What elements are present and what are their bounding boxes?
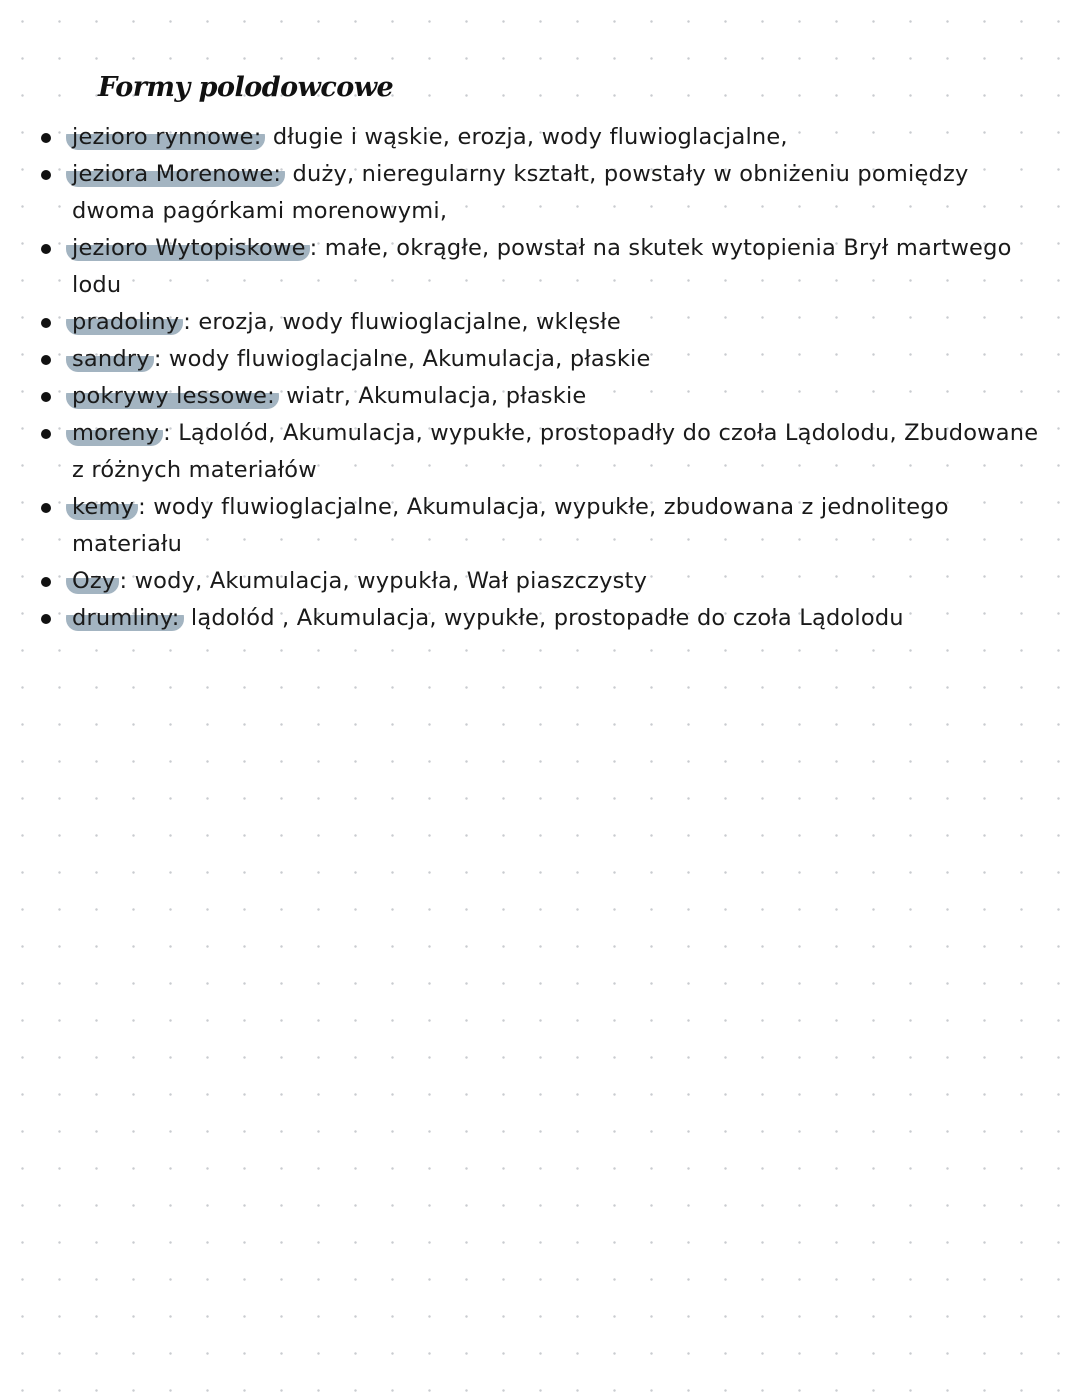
highlighted-term: Ozy [66, 568, 119, 594]
list-item [38, 119, 1048, 156]
landform-list [38, 119, 1048, 637]
list-item [38, 563, 1048, 600]
highlighted-term: kemy [66, 494, 138, 520]
bullet-icon [41, 133, 51, 143]
list-item [38, 304, 1048, 341]
highlighted-term: moreny [66, 420, 163, 446]
item-description: lądolód , Akumulacja, wypukłe, prostopadłe do czoła Lądolodu [183, 605, 904, 631]
bullet-icon [41, 614, 51, 624]
bullet-icon [41, 170, 51, 180]
item-description: duży, nieregularny kształt, powstały w obniżeniu pomiędzy dwoma pagórkami morenowymi, [72, 161, 969, 224]
item-description: wiatr, Akumulacja, płaskie [278, 383, 587, 409]
item-description: : erozja, wody fluwioglacjalne, wklęsłe [183, 309, 621, 335]
bullet-icon [41, 392, 51, 402]
item-description: : wody fluwioglacjalne, Akumulacja, płaskie [153, 346, 651, 372]
list-item [38, 415, 1048, 489]
highlighted-term: jezioro Wytopiskowe [66, 235, 310, 261]
item-description: : wody fluwioglacjalne, Akumulacja, wypukłe, zbudowana z jednolitego materiału [72, 494, 949, 557]
bullet-icon [41, 503, 51, 513]
highlighted-term: sandry [66, 346, 154, 372]
bullet-icon [41, 429, 51, 439]
list-item [38, 230, 1048, 304]
list-item [38, 378, 1048, 415]
bullet-icon [41, 318, 51, 328]
list-item [38, 600, 1048, 637]
list-item [38, 156, 1048, 230]
bullet-icon [41, 355, 51, 365]
item-description: długie i wąskie, erozja, wody fluwioglacjalne, [265, 124, 788, 150]
page-title: Formy polodowcowe [98, 72, 394, 103]
highlighted-term: drumliny: [66, 605, 184, 631]
bullet-icon [41, 577, 51, 587]
item-description: : Lądolód, Akumulacja, wypukłe, prostopadły do czoła Lądolodu, Zbudowane z różnych materiałów [72, 420, 1039, 483]
list-item [38, 489, 1048, 563]
list-item [38, 341, 1048, 378]
highlighted-term: pokrywy lessowe: [66, 383, 279, 409]
highlighted-term: pradoliny [66, 309, 183, 335]
item-description: : wody, Akumulacja, wypukła, Wał piaszczysty [119, 568, 648, 594]
item-description: : małe, okrągłe, powstał na skutek wytopienia Brył martwego lodu [72, 235, 1012, 298]
bullet-icon [41, 244, 51, 254]
highlighted-term: jezioro rynnowe: [66, 124, 265, 150]
highlighted-term: jeziora Morenowe: [66, 161, 285, 187]
